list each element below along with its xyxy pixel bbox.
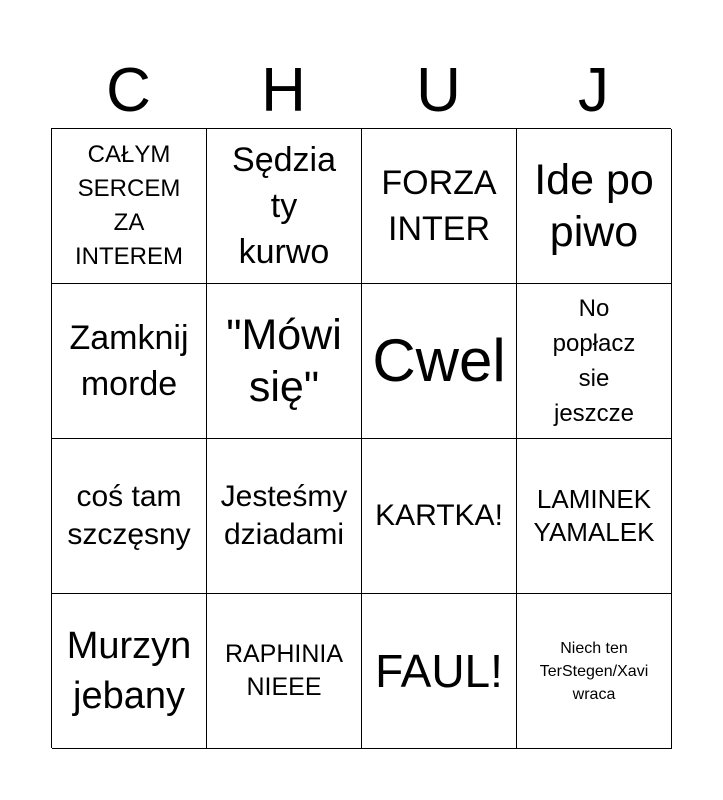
header-letter-h: H xyxy=(261,56,306,125)
bingo-cell-text: Sędzia ty kurwo xyxy=(232,141,336,271)
bingo-cell[interactable] xyxy=(362,594,517,749)
bingo-cell-text: KARTKA! xyxy=(375,499,503,532)
bingo-cell[interactable] xyxy=(207,129,362,284)
bingo-cell-text: Cwel xyxy=(372,327,506,394)
bingo-cell[interactable] xyxy=(207,284,362,439)
bingo-header xyxy=(51,50,671,128)
header-letter-u: U xyxy=(416,56,461,125)
bingo-cell[interactable] xyxy=(207,594,362,749)
bingo-cell[interactable] xyxy=(517,129,672,284)
bingo-cell-text: No popłacz sie jeszcze xyxy=(552,295,636,427)
bingo-cell[interactable] xyxy=(362,439,517,594)
bingo-cell[interactable] xyxy=(52,284,207,439)
bingo-cell[interactable] xyxy=(52,439,207,594)
bingo-cell-text: Jesteśmy dziadami xyxy=(220,480,348,551)
bingo-cell[interactable] xyxy=(207,439,362,594)
bingo-cell[interactable] xyxy=(517,594,672,749)
header-letter-c: C xyxy=(106,56,151,125)
bingo-cell[interactable] xyxy=(517,284,672,439)
bingo-cell-text: Murzyn jebany xyxy=(66,625,192,717)
bingo-cell-text: LAMINEK YAMALEK xyxy=(533,484,655,547)
header-letter-j: J xyxy=(578,56,609,125)
bingo-cell[interactable] xyxy=(362,284,517,439)
bingo-cell[interactable] xyxy=(52,129,207,284)
bingo-cell-text: FORZA INTER xyxy=(381,164,497,248)
bingo-cell-text: "Mówi się" xyxy=(226,311,342,411)
bingo-cell-text: Ide po piwo xyxy=(534,156,654,256)
bingo-cell-text: CAŁYM SERCEM ZA INTEREM xyxy=(75,141,183,270)
bingo-cell-text: RAPHINIA NIEEE xyxy=(224,640,344,701)
bingo-cell[interactable] xyxy=(362,129,517,284)
bingo-cell[interactable] xyxy=(52,594,207,749)
bingo-board xyxy=(51,128,671,748)
bingo-cell-text: FAUL! xyxy=(375,645,503,697)
bingo-cell-text: coś tam szczęsny xyxy=(67,480,191,551)
bingo-cell[interactable] xyxy=(517,439,672,594)
bingo-cell-text: Zamknij morde xyxy=(69,319,189,403)
bingo-cell-text: Niech ten TerStegen/Xavi wraca xyxy=(539,639,649,703)
